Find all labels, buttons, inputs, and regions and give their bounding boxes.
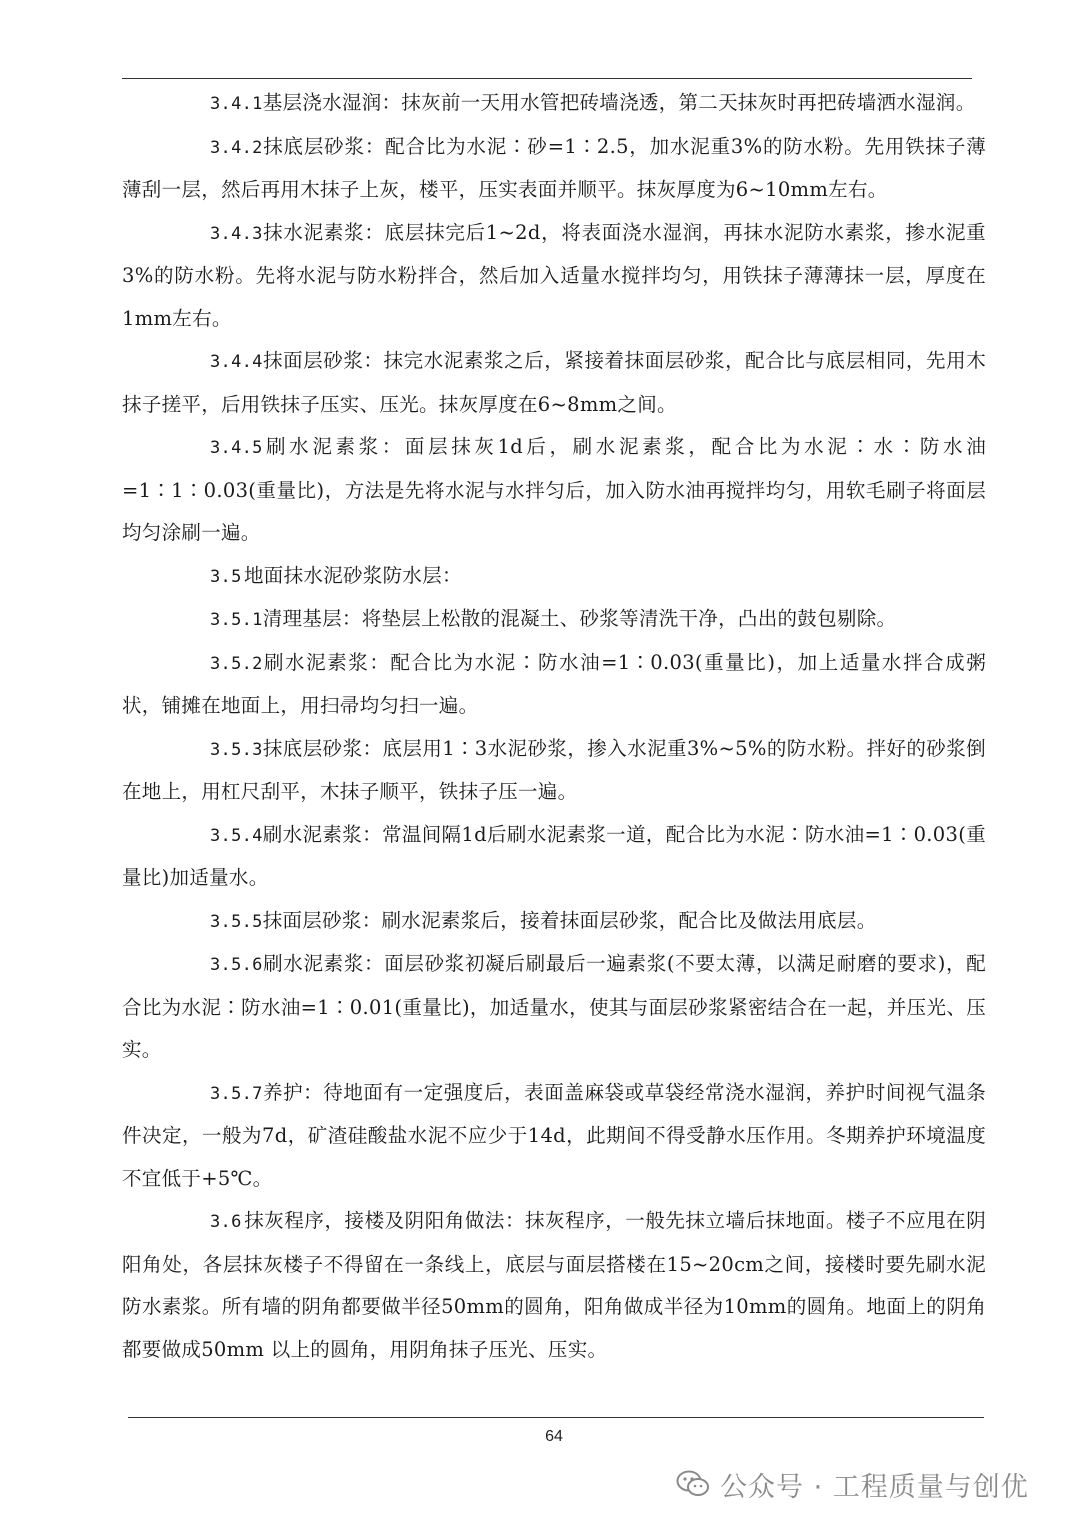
paragraph-3-5-2 <box>122 642 986 728</box>
paragraph-text: 刷水泥素浆：常温间隔1d后刷水泥素浆一道，配合比为水泥∶防水油=1∶0.03(重量比)加适量水。 <box>122 822 986 889</box>
document-body <box>122 82 986 1371</box>
section-number: 3.5.1 <box>210 610 263 630</box>
section-number: 3.5.7 <box>210 1083 263 1104</box>
paragraph-text: 抹面层砂浆：刷水泥素浆后，接着抹面层砂浆，配合比及做法用底层。 <box>262 908 877 932</box>
paragraph-text: 抹灰程序，接楼及阴阳角做法：抹灰程序，一般先抹立墙后抹地面。楼子不应甩在阴阳角处，各层抹灰楼子不得留在一条线上，底层与面层搭楼在15~20cm之间，接楼时要先刷水泥防水素浆。所有墙的阴角都要做半径50mm的圆角，阳角做成半径为10mm的圆角。地面上的阴角都要做成50mm 以上的圆角，用阴角抹子压光、压实。 <box>122 1209 986 1361</box>
paragraph-3-5-7 <box>122 1072 986 1201</box>
wechat-icon <box>676 1469 710 1499</box>
section-number: 3.4.1 <box>210 94 263 114</box>
paragraph-text: 抹底层砂浆：配合比为水泥∶砂=1∶2.5，加水泥重3%的防水粉。先用铁抹子薄薄刮一层，然后再用木抹子上灰，楼平，压实表面并顺平。抹灰厚度为6~10mm左右。 <box>122 134 986 201</box>
section-number: 3.4.5 <box>210 438 263 458</box>
paragraph-3-4-2 <box>122 126 986 212</box>
paragraph-text: 地面抹水泥砂浆防水层： <box>244 563 462 587</box>
paragraph-3-4-3 <box>122 212 986 341</box>
section-number: 3.5.2 <box>210 653 263 674</box>
paragraph-text: 抹水泥素浆：底层抹完后1~2d，将表面浇水湿润，再抹水泥防水素浆，掺水泥重3%的防水粉。先将水泥与防水粉拌合，然后加入适量水搅拌均匀，用铁抹子薄薄抹一层，厚度在1mm左右。 <box>122 220 986 330</box>
watermark-text: 公众号 · 工程质量与创优 <box>720 1471 1029 1503</box>
paragraph-text: 刷水泥素浆：面层砂浆初凝后刷最后一遍素浆(不要太薄，以满足耐磨的要求)，配合比为水泥∶防水油=1∶0.01(重量比)，加适量水，使其与面层砂浆紧密结合在一起，并压光、压实。 <box>122 952 986 1061</box>
watermark <box>676 1462 1029 1506</box>
paragraph-3-5-1 <box>122 598 986 642</box>
paragraph-3-6 <box>122 1200 986 1371</box>
paragraph-3-4-5 <box>122 426 986 555</box>
paragraph-text: 养护：待地面有一定强度后，表面盖麻袋或草袋经常浇水湿润，养护时间视气温条件决定，一般为7d，矿渣硅酸盐水泥不应少于14d，此期间不得受静水压作用。冬期养护环境温度不宜低于+5℃。 <box>122 1080 986 1190</box>
paragraph-text: 刷水泥素浆：配合比为水泥∶防水油=1∶0.03(重量比)，加上适量水拌合成粥状，铺摊在地面上，用扫帚均匀扫一遍。 <box>122 650 986 717</box>
section-number: 3.6 <box>210 1212 242 1232</box>
paragraph-3-5-5 <box>122 900 986 944</box>
footer-rule <box>128 1417 984 1418</box>
paragraph-text: 抹底层砂浆：底层用1∶3水泥砂浆，掺入水泥重3%~5%的防水粉。拌好的砂浆倒在地上，用杠尺刮平，木抹子顺平，铁抹子压一遍。 <box>122 736 986 803</box>
section-number: 3.5.4 <box>210 825 263 846</box>
section-number: 3.5.6 <box>210 955 263 975</box>
paragraph-text: 抹面层砂浆：抹完水泥素浆之后，紧接着抹面层砂浆，配合比与底层相同，先用木抹子搓平，后用铁抹子压实、压光。抹灰厚度在6~8mm之间。 <box>122 349 986 416</box>
section-number: 3.5.3 <box>210 739 263 760</box>
paragraph-3-4-4 <box>122 340 986 426</box>
paragraph-3-5-6 <box>122 943 986 1072</box>
header-rule <box>122 78 972 79</box>
section-number: 3.5 <box>210 566 242 587</box>
section-number: 3.5.5 <box>210 911 263 932</box>
section-number: 3.4.3 <box>210 223 263 244</box>
paragraph-text: 清理基层：将垫层上松散的混凝土、砂浆等清洗干净，凸出的鼓包剔除。 <box>262 607 897 630</box>
paragraph-text: 刷水泥素浆：面层抹灰1d后，刷水泥素浆，配合比为水泥∶水∶防水油=1∶1∶0.03(重量比)，方法是先将水泥与水拌匀后，加入防水油再搅拌均匀，用软毛刷子将面层均匀涂刷一遍。 <box>122 435 986 544</box>
paragraph-text: 基层浇水湿润：抹灰前一天用水管把砖墙浇透，第二天抹灰时再把砖墙洒水湿润。 <box>262 91 976 114</box>
paragraph-3-5-3 <box>122 728 986 814</box>
paragraph-3-4-1 <box>122 82 986 126</box>
paragraph-3-5-4 <box>122 814 986 900</box>
paragraph-3-5 <box>122 555 986 599</box>
section-number: 3.4.4 <box>210 352 263 372</box>
page-number: 64 <box>545 1428 563 1445</box>
section-number: 3.4.2 <box>210 137 263 158</box>
